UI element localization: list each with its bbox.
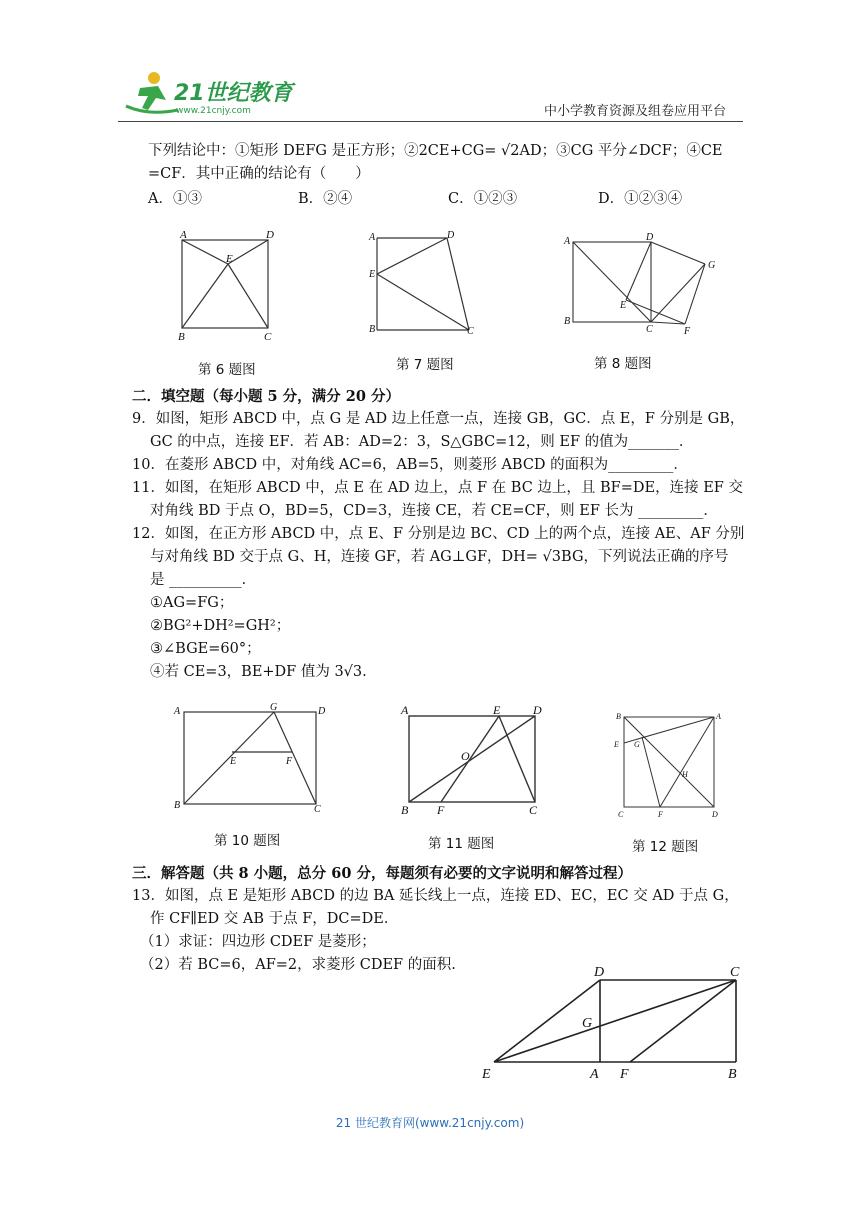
svg-text:A: A — [590, 1067, 599, 1082]
header-divider — [118, 121, 743, 122]
svg-text:C: C — [730, 965, 740, 980]
caption-fig7: 第 7 题图 — [396, 357, 454, 373]
svg-text:F: F — [658, 810, 663, 819]
footer-link[interactable]: 21 世纪教育网(www.21cnjy.com) — [335, 1116, 525, 1130]
svg-text:D: D — [318, 706, 326, 717]
figure-10 — [172, 700, 332, 815]
caption-fig6: 第 6 题图 — [198, 362, 256, 378]
fill-in-questions — [132, 408, 752, 684]
q8-option-a: A．①③ — [148, 191, 202, 207]
q8-option-b: B．②④ — [298, 191, 353, 207]
svg-text:D: D — [594, 965, 605, 980]
svg-text:D: D — [712, 810, 718, 819]
svg-text:G: G — [582, 1016, 593, 1031]
caption-fig12: 第 12 题图 — [632, 839, 699, 855]
platform-label: 中小学教育资源及组卷应用平台 — [543, 104, 726, 119]
caption-fig10: 第 10 题图 — [214, 833, 281, 849]
svg-text:A: A — [174, 706, 181, 717]
svg-text:B: B — [174, 800, 181, 811]
q12-statement-3: ③∠BGE=60°； — [150, 641, 261, 657]
q8-option-d: D．①②③④ — [598, 191, 683, 207]
svg-text:E: E — [226, 253, 233, 265]
svg-text:B: B — [401, 803, 409, 817]
q11-line2: 对角线 BD 于点 O，BD=5，CD=3，连接 CE，若 CE=CF，则 EF 长为 _________． — [150, 503, 718, 519]
q13-part1: （1）求证：四边形 CDEF 是菱形； — [140, 934, 376, 950]
q11-line1: 11．如图，在矩形 ABCD 中，点 E 在 AD 边上，点 F 在 BC 边上，且 BF=DE，连接 EF 交 — [132, 480, 743, 496]
caption-fig8: 第 8 题图 — [594, 356, 652, 372]
svg-text:F: F — [684, 326, 691, 337]
q13-line2: 作 CF∥ED 交 AB 于点 F，DC=DE． — [150, 911, 399, 927]
figure-12 — [610, 705, 730, 820]
q12-statement-4: ④若 CE=3，BE+DF 值为 3√3. — [150, 664, 367, 680]
svg-text:B: B — [728, 1067, 737, 1082]
svg-text:B: B — [564, 316, 571, 327]
q8-option-c: C．①②③ — [448, 191, 518, 207]
q13-part2: （2）若 BC=6，AF=2，求菱形 CDEF 的面积. — [140, 957, 456, 973]
figure-7 — [365, 228, 485, 346]
svg-text:O: O — [461, 749, 470, 763]
svg-text:A: A — [401, 703, 409, 717]
svg-text:D: D — [646, 232, 654, 243]
logo-url: www.21cnjy.com — [176, 106, 251, 116]
svg-text:B: B — [616, 712, 621, 721]
runner-icon — [126, 72, 178, 112]
site-logo — [118, 66, 318, 118]
svg-text:B: B — [369, 324, 376, 335]
svg-text:E: E — [614, 740, 619, 749]
svg-text:A: A — [180, 229, 187, 241]
svg-text:G: G — [270, 702, 278, 713]
svg-text:C: C — [646, 324, 653, 335]
q8-line2: =CF．其中正确的结论有（ ） — [148, 165, 370, 182]
svg-text:E: E — [620, 300, 627, 311]
svg-text:E: E — [369, 269, 376, 280]
q12-line2: 与对角线 BD 交于点 G、H，连接 GF，若 AG⊥GF，DH= √3BG，下列说法正确的序号 — [150, 549, 729, 565]
svg-text:A: A — [369, 232, 376, 243]
q9-line1: 9．如图，矩形 ABCD 中，点 G 是 AD 边上任意一点，连接 GB，GC．点 E，F 分别是 GB， — [132, 411, 745, 427]
q10-line1: 10．在菱形 ABCD 中，对角线 AC=6，AB=5，则菱形 ABCD 的面积为_________． — [132, 457, 688, 473]
svg-text:F: F — [620, 1067, 629, 1082]
svg-text:C: C — [314, 804, 321, 815]
figure-13 — [476, 962, 746, 1087]
caption-fig11: 第 11 题图 — [428, 836, 495, 852]
q12-line3: 是 __________． — [150, 572, 257, 588]
svg-text:A: A — [564, 236, 571, 247]
q12-statement-1: ①AG=FG； — [150, 595, 234, 611]
logo-text: 21世纪教育 — [174, 81, 293, 106]
svg-text:C: C — [467, 326, 474, 337]
svg-text:A: A — [716, 712, 721, 721]
svg-text:F: F — [286, 756, 293, 767]
svg-text:B: B — [178, 331, 185, 343]
figure-11 — [395, 700, 555, 820]
q12-statement-2: ②BG²+DH²=GH²； — [150, 618, 291, 634]
svg-text:D: D — [447, 230, 455, 241]
svg-text:E: E — [493, 703, 501, 717]
svg-text:C: C — [529, 803, 538, 817]
svg-text:H: H — [682, 770, 688, 779]
q12-line1: 12．如图，在正方形 ABCD 中，点 E、F 分别是边 BC、CD 上的两个点，连接 AE、AF 分别 — [132, 526, 745, 542]
svg-text:G: G — [708, 260, 716, 271]
figure-6 — [170, 228, 280, 346]
q9-line2: GC 的中点，连接 EF．若 AB：AD=2：3，S△GBC=12，则 EF 的值为_______． — [150, 434, 694, 450]
svg-text:C: C — [264, 331, 272, 343]
q8-line1: 下列结论中：①矩形 DEFG 是正方形；②2CE+CG= √2AD；③CG 平分∠DCF；④CE — [148, 143, 723, 159]
figure-8 — [560, 228, 720, 338]
svg-text:C: C — [618, 810, 624, 819]
svg-text:D: D — [266, 229, 274, 241]
svg-text:F: F — [437, 803, 445, 817]
section-2-title: 二．填空题（每小题 5 分，满分 20 分） — [132, 388, 400, 405]
q8-text — [148, 140, 748, 186]
svg-text:E: E — [230, 756, 237, 767]
section-3-title: 三．解答题（共 8 小题，总分 60 分，每题须有必要的文字说明和解答过程） — [132, 865, 632, 882]
svg-text:D: D — [533, 703, 542, 717]
q13-line1: 13．如图，点 E 是矩形 ABCD 的边 BA 延长线上一点，连接 ED、EC，EC 交 AD 于点 G， — [132, 888, 739, 904]
svg-text:G: G — [634, 740, 640, 749]
svg-text:E: E — [482, 1067, 491, 1082]
